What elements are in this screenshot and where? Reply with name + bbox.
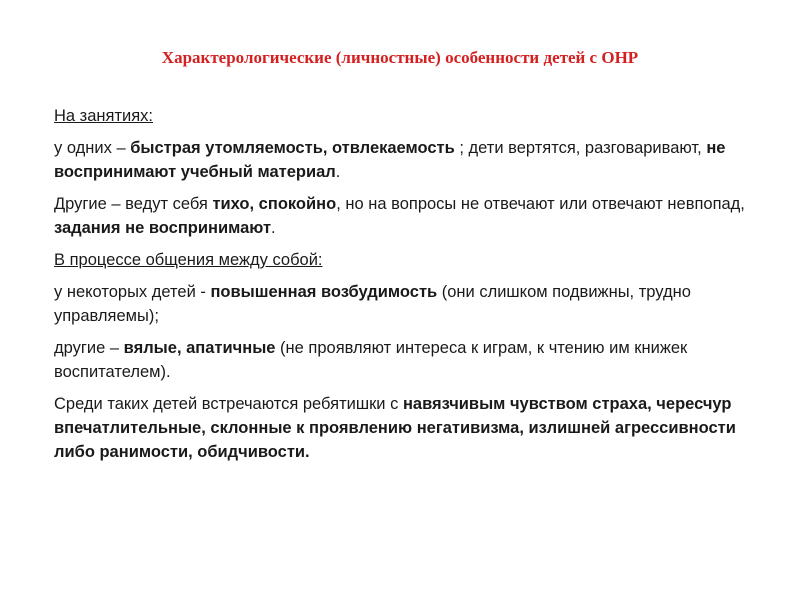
paragraph-communication-others	[54, 336, 774, 384]
bold-fragment: не воспринимают учебный материал	[54, 139, 726, 181]
bold-fragment: вялые, апатичные	[123, 339, 276, 357]
text-fragment: другие –	[54, 339, 124, 357]
bold-fragment: быстрая утомляемость, отвлекаемость	[130, 139, 455, 157]
text-fragment: Другие – ведут себя	[54, 195, 213, 213]
bold-fragment: повышенная возбудимость	[210, 283, 438, 301]
text-fragment: Среди таких детей встречаются ребятишки с	[54, 395, 403, 413]
text-fragment: .	[335, 163, 341, 181]
paragraph-lessons-some	[54, 136, 774, 184]
text-fragment: , но на вопросы не отвечают или отвечают невпопад,	[336, 195, 745, 213]
text-fragment: у одних –	[54, 139, 131, 157]
text-fragment: (они слишком подвижны, трудно управляемы);	[54, 283, 691, 325]
text-fragment: .	[271, 219, 276, 237]
text-fragment: у некоторых детей -	[54, 283, 211, 301]
text-fragment: (не проявляют интереса к играм, к чтению им книжек воспитателем).	[54, 339, 688, 381]
paragraph-communication-some	[54, 280, 774, 328]
section-heading-lessons: На занятиях:	[54, 107, 154, 125]
section-heading-communication: В процессе общения между собой:	[54, 251, 323, 269]
slide-content	[54, 104, 774, 472]
text-fragment: ; дети вертятся, разговаривают,	[454, 139, 707, 157]
bold-fragment: навязчивым чувством страха, чересчур впечатлительные, склонные к проявлению негативизма, излишней агрессивности либо ранимости, обидчивости.	[54, 395, 736, 461]
paragraph-lessons-others	[54, 192, 774, 240]
paragraph-communication-summary	[54, 392, 774, 464]
bold-fragment: тихо, спокойно	[212, 195, 337, 213]
slide-title: Характерологические (личностные) особенности детей с ОНР	[161, 48, 639, 67]
bold-fragment: задания не воспринимают	[54, 219, 272, 237]
